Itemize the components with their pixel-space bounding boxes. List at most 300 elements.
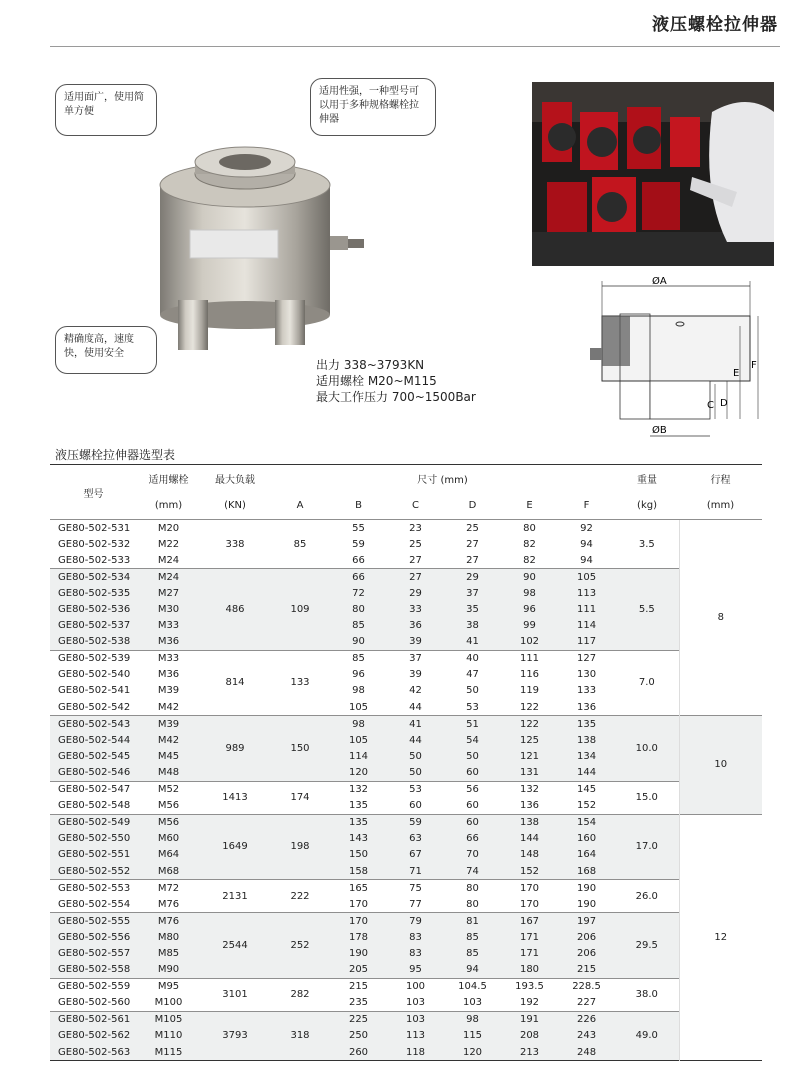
- cell-dim-e: 122: [519, 701, 540, 713]
- cell-dim-f: 215: [558, 962, 615, 979]
- cell-bolt: M27: [137, 585, 200, 601]
- cell-dim-d: 115: [444, 1028, 501, 1044]
- cell-dim-c: 103: [387, 1011, 444, 1028]
- cell-dim-d: 41: [444, 634, 501, 651]
- table-row: [50, 569, 762, 586]
- cell-dim-c: 83: [387, 945, 444, 961]
- spec-output: 出力 338~3793KN: [316, 358, 425, 372]
- cell-bolt: M105: [137, 1011, 200, 1028]
- cell-dim-e: 192: [519, 997, 540, 1009]
- cell-bolt: M33: [137, 650, 200, 667]
- cell-max-load: 814: [200, 650, 270, 715]
- cell-bolt: M30: [137, 601, 200, 617]
- cell-dim-d: 94: [444, 962, 501, 979]
- cell-dim-e: 136: [519, 800, 540, 812]
- table-row: [50, 814, 762, 831]
- cell-dim-d: 104.5: [444, 978, 501, 995]
- cell-dim-c: 50: [387, 764, 444, 781]
- table-row: [50, 781, 762, 798]
- cell-model: GE80-502-551: [50, 847, 137, 863]
- cell-dim-e: 121: [501, 748, 558, 764]
- cell-dim-f: 133: [576, 685, 597, 697]
- cell-dim-b: 135: [330, 814, 387, 831]
- cell-dim-a: 282: [270, 978, 330, 1011]
- cell-model: GE80-502-536: [50, 601, 137, 617]
- cell-dim-d: 51: [444, 716, 501, 733]
- cell-dim-b: 143: [330, 831, 387, 847]
- cell-max-load: 3101: [200, 978, 270, 1011]
- cell-dim-e: 99: [501, 618, 558, 634]
- table-row: [50, 520, 762, 537]
- cell-dim-f: 227: [576, 997, 597, 1009]
- cell-dim-d: 98: [444, 1011, 501, 1028]
- cell-dim-d: 27: [466, 554, 479, 566]
- cell-model: GE80-502-559: [50, 978, 137, 995]
- cell-dim-c: 103: [405, 997, 426, 1009]
- cell-dim-b: 59: [352, 538, 365, 550]
- cell-dim-e: 125: [501, 732, 558, 748]
- cell-dim-e: 193.5: [501, 978, 558, 995]
- callout-versatility: 适用面广，使用简单方便: [55, 84, 157, 136]
- cell-model: GE80-502-544: [50, 732, 137, 748]
- label-dim-b: ØB: [652, 425, 667, 436]
- cell-dim-f: 92: [558, 520, 615, 537]
- cell-model: GE80-502-538: [50, 634, 137, 651]
- cell-bolt: M24: [137, 569, 200, 586]
- cell-dim-c: 39: [387, 634, 444, 651]
- cell-dim-b: 85: [330, 618, 387, 634]
- cell-dim-b: 190: [330, 945, 387, 961]
- table-row: [50, 650, 762, 667]
- cell-bolt: M115: [137, 1044, 200, 1061]
- cell-dim-b: 250: [330, 1028, 387, 1044]
- cell-weight: 7.0: [615, 650, 679, 715]
- cell-dim-b: 98: [330, 716, 387, 733]
- cell-bolt: M52: [137, 781, 200, 798]
- cell-weight: 38.0: [615, 978, 679, 1011]
- cell-dim-d: 25: [444, 520, 501, 537]
- cell-dim-e: 171: [501, 929, 558, 945]
- table-row: [50, 716, 762, 733]
- cell-model: GE80-502-543: [50, 716, 137, 733]
- cell-bolt: M56: [157, 800, 180, 812]
- cell-dim-f: 154: [558, 814, 615, 831]
- cell-model: GE80-502-562: [50, 1028, 137, 1044]
- cell-stroke: 8: [679, 520, 762, 716]
- cell-dim-d: 74: [444, 863, 501, 880]
- cell-max-load: 3793: [200, 1011, 270, 1060]
- cell-dim-d: 60: [444, 814, 501, 831]
- cell-dim-e: 122: [501, 716, 558, 733]
- cell-dim-b: 80: [330, 601, 387, 617]
- cell-dim-d: 50: [466, 685, 479, 697]
- cell-weight: 10.0: [615, 716, 679, 781]
- cell-dim-f: 113: [558, 585, 615, 601]
- cell-dim-f: 190: [558, 880, 615, 897]
- cell-bolt: M76: [137, 913, 200, 930]
- cell-dim-a: 133: [270, 650, 330, 715]
- cell-dim-d: 56: [444, 781, 501, 798]
- cell-dim-f: 228.5: [558, 978, 615, 995]
- cell-weight: 5.5: [615, 569, 679, 650]
- cell-bolt: M24: [157, 554, 180, 566]
- cell-dim-d: 40: [444, 650, 501, 667]
- callout-adaptability: 适用性强，一种型号可以用于多种规格螺栓拉伸器: [310, 78, 436, 136]
- cell-model: GE80-502-539: [50, 650, 137, 667]
- cell-dim-b: 72: [330, 585, 387, 601]
- cell-dim-d: 35: [444, 601, 501, 617]
- cell-max-load: 1649: [200, 814, 270, 879]
- cell-dim-c: 95: [387, 962, 444, 979]
- label-dim-e: E: [733, 368, 740, 379]
- header-dimensions: 尺寸 (mm): [417, 475, 468, 486]
- cell-dim-c: 29: [387, 585, 444, 601]
- cell-dim-b: 205: [330, 962, 387, 979]
- header-model: 型号: [83, 488, 104, 500]
- cell-dim-f: 130: [576, 669, 597, 681]
- cell-dim-c: 113: [387, 1028, 444, 1044]
- header-weight-unit: (kg): [637, 500, 657, 511]
- cell-dim-b: 215: [330, 978, 387, 995]
- cell-dim-c: 36: [387, 618, 444, 634]
- cell-dim-c: 23: [387, 520, 444, 537]
- cell-dim-c: 71: [387, 863, 444, 880]
- page-title: 液压螺栓拉伸器: [652, 15, 778, 35]
- header-load-unit: (KN): [224, 500, 246, 511]
- cell-dim-b: 150: [330, 847, 387, 863]
- header-dim-a: A: [296, 500, 304, 511]
- cell-model: GE80-502-552: [50, 863, 137, 880]
- cell-dim-c: 41: [387, 716, 444, 733]
- cell-dim-f: 135: [558, 716, 615, 733]
- cell-dim-b: 170: [348, 898, 369, 910]
- cell-dim-c: 63: [387, 831, 444, 847]
- cell-max-load: 338: [200, 520, 270, 569]
- header-stroke: 行程: [710, 475, 731, 486]
- cell-dim-f: 94: [580, 538, 593, 550]
- cell-dim-b: 114: [330, 748, 387, 764]
- cell-model: GE80-502-555: [50, 913, 137, 930]
- spec-bolt-range: 适用螺栓 M20~M115: [316, 374, 437, 388]
- cell-bolt: M76: [157, 898, 180, 910]
- cell-model: GE80-502-547: [50, 781, 137, 798]
- cell-model: GE80-502-537: [50, 618, 137, 634]
- cell-bolt: M80: [137, 929, 200, 945]
- cell-dim-e: 208: [501, 1028, 558, 1044]
- cell-dim-c: 27: [387, 569, 444, 586]
- cell-dim-c: 42: [409, 685, 422, 697]
- cell-max-load: 2544: [200, 913, 270, 978]
- cell-dim-f: 127: [558, 650, 615, 667]
- cell-dim-c: 60: [409, 800, 422, 812]
- header-bolt: 适用螺栓: [148, 475, 189, 486]
- cell-dim-f: 152: [576, 800, 597, 812]
- cell-model: GE80-502-532: [58, 538, 131, 550]
- cell-bolt: M56: [137, 814, 200, 831]
- cell-weight: 15.0: [615, 781, 679, 814]
- cell-model: GE80-502-556: [50, 929, 137, 945]
- cell-dim-d: 103: [462, 997, 483, 1009]
- cell-dim-d: 70: [444, 847, 501, 863]
- cell-dim-e: 170: [519, 898, 540, 910]
- cell-dim-a: 318: [270, 1011, 330, 1060]
- cell-model: GE80-502-545: [50, 748, 137, 764]
- cell-dim-b: 105: [330, 732, 387, 748]
- cell-dim-b: 178: [330, 929, 387, 945]
- cell-dim-f: 206: [558, 929, 615, 945]
- cell-dim-a: 252: [270, 913, 330, 978]
- label-dim-a: ØA: [652, 276, 667, 287]
- cell-dim-f: 94: [580, 554, 593, 566]
- cell-dim-e: 119: [519, 685, 540, 697]
- cell-dim-f: 206: [558, 945, 615, 961]
- cell-dim-b: 158: [330, 863, 387, 880]
- cell-weight: 29.5: [615, 913, 679, 978]
- cell-dim-b: 235: [348, 997, 369, 1009]
- cell-bolt: M85: [137, 945, 200, 961]
- cell-dim-c: 100: [387, 978, 444, 995]
- cell-model: GE80-502-533: [58, 554, 131, 566]
- cell-stroke: 12: [679, 814, 762, 1060]
- cell-dim-d: 50: [444, 748, 501, 764]
- table-row: [50, 880, 762, 897]
- cell-bolt: M110: [137, 1028, 200, 1044]
- cell-dim-a: 150: [270, 716, 330, 781]
- cell-dim-d: 53: [466, 701, 479, 713]
- cell-bolt: M90: [137, 962, 200, 979]
- cell-dim-a: 174: [270, 781, 330, 814]
- cell-dim-b: 135: [348, 800, 369, 812]
- cell-dim-c: 27: [409, 554, 422, 566]
- cell-max-load: 2131: [200, 880, 270, 913]
- cell-dim-d: 29: [444, 569, 501, 586]
- cell-dim-b: 165: [330, 880, 387, 897]
- cell-dim-c: 59: [387, 814, 444, 831]
- spec-summary: [316, 357, 476, 405]
- cell-dim-e: 191: [501, 1011, 558, 1028]
- cell-dim-c: 77: [409, 898, 422, 910]
- cell-dim-e: 170: [501, 880, 558, 897]
- cell-model: GE80-502-550: [50, 831, 137, 847]
- cell-dim-f: 105: [558, 569, 615, 586]
- table-title: 液压螺栓拉伸器选型表: [55, 448, 176, 462]
- cell-dim-a: 85: [270, 520, 330, 569]
- label-dim-d: D: [720, 398, 728, 409]
- header-weight: 重量: [637, 475, 658, 486]
- cell-dim-c: 79: [387, 913, 444, 930]
- cell-dim-b: 55: [330, 520, 387, 537]
- cell-dim-e: 82: [523, 538, 536, 550]
- cell-dim-e: 90: [501, 569, 558, 586]
- cell-dim-e: 80: [501, 520, 558, 537]
- cell-dim-f: 243: [558, 1028, 615, 1044]
- cell-dim-e: 148: [501, 847, 558, 863]
- cell-model: GE80-502-560: [58, 997, 131, 1009]
- cell-dim-f: 136: [576, 701, 597, 713]
- cell-bolt: M95: [137, 978, 200, 995]
- cell-model: GE80-502-563: [50, 1044, 137, 1061]
- header-dim-c: C: [412, 500, 419, 511]
- cell-dim-f: 226: [558, 1011, 615, 1028]
- cell-bolt: M20: [137, 520, 200, 537]
- cell-dim-a: 198: [270, 814, 330, 879]
- cell-dim-e: 131: [501, 764, 558, 781]
- cell-bolt: M64: [137, 847, 200, 863]
- cell-dim-f: 160: [558, 831, 615, 847]
- cell-model: GE80-502-531: [50, 520, 137, 537]
- cell-dim-b: 90: [330, 634, 387, 651]
- cell-dim-c: 53: [387, 781, 444, 798]
- cell-dim-d: 80: [466, 898, 479, 910]
- cell-bolt: M60: [137, 831, 200, 847]
- table-row: [50, 1011, 762, 1028]
- cell-dim-c: 83: [387, 929, 444, 945]
- cell-model: GE80-502-561: [50, 1011, 137, 1028]
- cell-dim-e: 82: [523, 554, 536, 566]
- cell-model: GE80-502-557: [50, 945, 137, 961]
- cell-dim-d: 85: [444, 945, 501, 961]
- cell-dim-d: 47: [466, 669, 479, 681]
- cell-dim-e: 144: [501, 831, 558, 847]
- cell-dim-c: 39: [409, 669, 422, 681]
- cell-dim-d: 66: [444, 831, 501, 847]
- cell-bolt: M36: [137, 634, 200, 651]
- cell-dim-f: 190: [576, 898, 597, 910]
- header-dim-d: D: [468, 500, 477, 511]
- cell-bolt: M100: [154, 997, 183, 1009]
- cell-dim-e: 167: [501, 913, 558, 930]
- header-bolt-unit: (mm): [154, 500, 183, 511]
- cell-dim-f: 111: [558, 601, 615, 617]
- cell-dim-b: 225: [330, 1011, 387, 1028]
- cell-dim-b: 260: [330, 1044, 387, 1061]
- cell-dim-c: 44: [387, 732, 444, 748]
- cell-dim-e: 132: [501, 781, 558, 798]
- header-stroke-unit: (mm): [706, 500, 735, 511]
- cell-dim-e: 180: [501, 962, 558, 979]
- cell-bolt: M45: [137, 748, 200, 764]
- cell-dim-d: 38: [444, 618, 501, 634]
- cell-model: GE80-502-541: [58, 685, 131, 697]
- cell-bolt: M72: [137, 880, 200, 897]
- cell-dim-e: 213: [501, 1044, 558, 1061]
- cell-bolt: M42: [137, 732, 200, 748]
- cell-dim-e: 96: [501, 601, 558, 617]
- cell-dim-f: 197: [558, 913, 615, 930]
- cell-dim-f: 144: [558, 764, 615, 781]
- cell-dim-f: 168: [558, 863, 615, 880]
- cell-dim-f: 138: [558, 732, 615, 748]
- cell-model: GE80-502-540: [58, 669, 131, 681]
- cell-model: GE80-502-549: [50, 814, 137, 831]
- dimension-diagram: [590, 276, 770, 446]
- cell-weight: 26.0: [615, 880, 679, 913]
- cell-dim-b: 98: [352, 685, 365, 697]
- cell-dim-a: 109: [270, 569, 330, 650]
- cell-bolt: M33: [137, 618, 200, 634]
- header-load: 最大负载: [215, 475, 255, 486]
- cell-bolt: M36: [157, 669, 180, 681]
- cell-dim-c: 67: [387, 847, 444, 863]
- callout-precision: 精确度高，速度快，使用安全: [55, 326, 157, 374]
- selection-table: [50, 464, 762, 1061]
- tensioner-product-image: [150, 140, 385, 355]
- cell-dim-a: 222: [270, 880, 330, 913]
- cell-dim-e: 138: [501, 814, 558, 831]
- cell-model: GE80-502-553: [50, 880, 137, 897]
- cell-dim-b: 132: [330, 781, 387, 798]
- cell-dim-c: 44: [409, 701, 422, 713]
- cell-dim-d: 81: [444, 913, 501, 930]
- cell-dim-c: 33: [387, 601, 444, 617]
- cell-bolt: M22: [157, 538, 180, 550]
- cell-dim-e: 171: [501, 945, 558, 961]
- cell-dim-e: 98: [501, 585, 558, 601]
- cell-dim-b: 66: [330, 569, 387, 586]
- cell-dim-f: 117: [558, 634, 615, 651]
- cell-dim-f: 248: [558, 1044, 615, 1061]
- cell-dim-c: 118: [387, 1044, 444, 1061]
- cell-bolt: M68: [137, 863, 200, 880]
- cell-bolt: M48: [137, 764, 200, 781]
- cell-model: GE80-502-558: [50, 962, 137, 979]
- cell-stroke: 10: [679, 716, 762, 815]
- header-dim-f: F: [583, 500, 590, 511]
- cell-dim-f: 145: [558, 781, 615, 798]
- cell-dim-e: 111: [501, 650, 558, 667]
- cell-dim-d: 120: [444, 1044, 501, 1061]
- cell-dim-b: 105: [348, 701, 369, 713]
- cell-bolt: M39: [137, 716, 200, 733]
- cell-dim-f: 114: [558, 618, 615, 634]
- cell-dim-d: 27: [466, 538, 479, 550]
- cell-model: GE80-502-535: [50, 585, 137, 601]
- table-row: [50, 913, 762, 930]
- cell-dim-e: 152: [501, 863, 558, 880]
- label-dim-c: C: [707, 400, 714, 411]
- cell-model: GE80-502-546: [50, 764, 137, 781]
- cell-max-load: 989: [200, 716, 270, 781]
- cell-dim-d: 37: [444, 585, 501, 601]
- cell-dim-d: 80: [444, 880, 501, 897]
- cell-model: GE80-502-554: [58, 898, 131, 910]
- cell-model: GE80-502-534: [50, 569, 137, 586]
- cell-model: GE80-502-548: [58, 800, 131, 812]
- cell-bolt: M39: [157, 685, 180, 697]
- cell-dim-d: 54: [444, 732, 501, 748]
- cell-bolt: M42: [157, 701, 180, 713]
- cell-dim-f: 134: [558, 748, 615, 764]
- header-divider: [50, 46, 780, 47]
- cell-dim-d: 85: [444, 929, 501, 945]
- header-dim-b: B: [355, 500, 362, 511]
- cell-max-load: 486: [200, 569, 270, 650]
- cell-dim-d: 60: [444, 764, 501, 781]
- cell-dim-e: 102: [501, 634, 558, 651]
- cell-dim-c: 37: [387, 650, 444, 667]
- cell-dim-f: 164: [558, 847, 615, 863]
- table-row: [50, 978, 762, 995]
- header-dim-e: E: [526, 500, 533, 511]
- cell-dim-c: 25: [409, 538, 422, 550]
- cell-dim-b: 120: [330, 764, 387, 781]
- cell-weight: 17.0: [615, 814, 679, 879]
- application-photo: [532, 82, 774, 266]
- cell-dim-c: 75: [387, 880, 444, 897]
- spec-max-pressure: 最大工作压力 700~1500Bar: [316, 390, 476, 404]
- cell-dim-b: 170: [330, 913, 387, 930]
- label-dim-f: F: [751, 360, 757, 371]
